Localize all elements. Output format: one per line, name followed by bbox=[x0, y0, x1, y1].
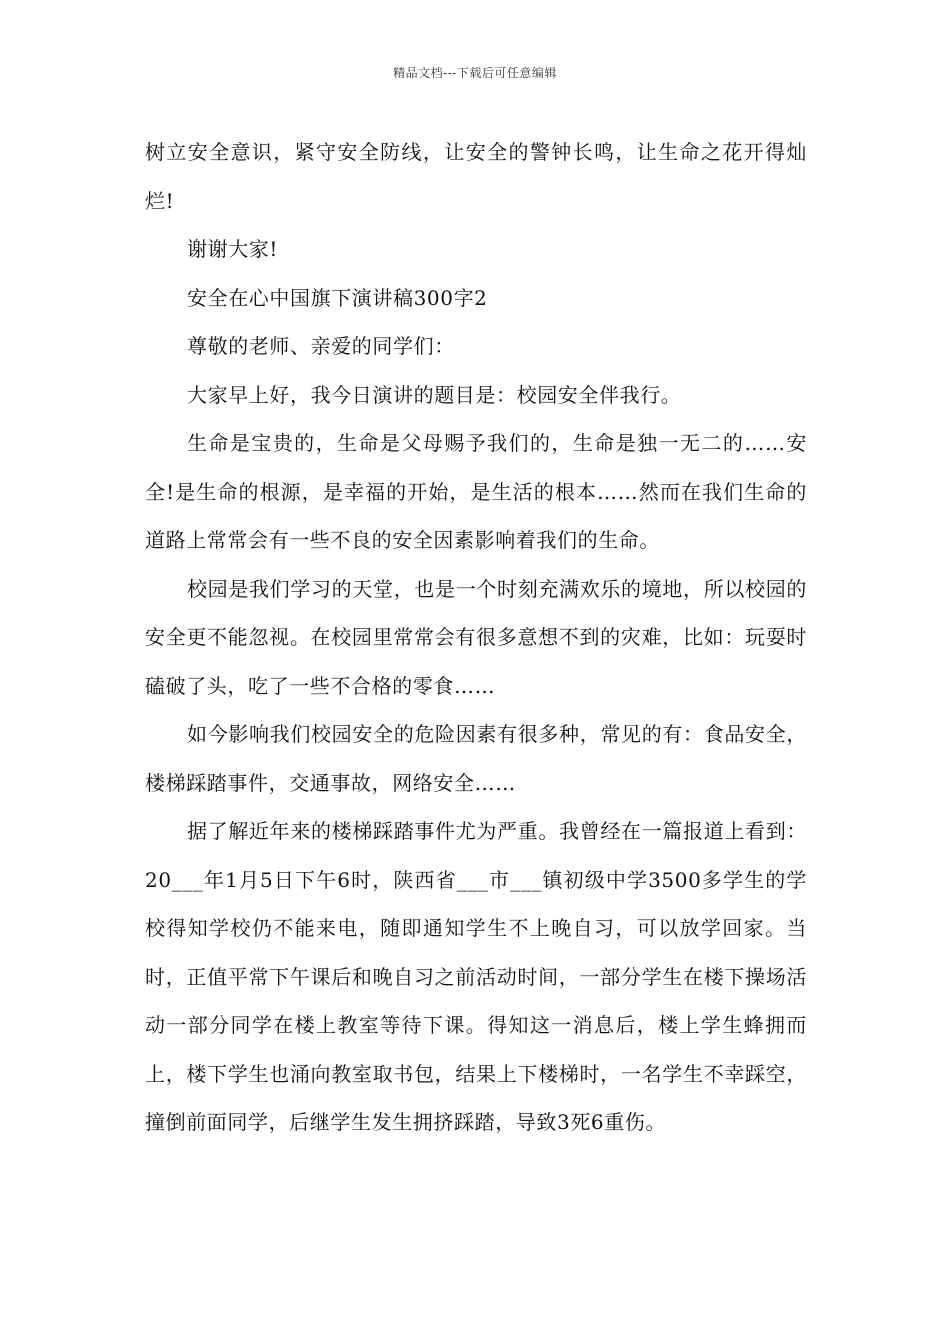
paragraph: 大家早上好，我今日演讲的题目是：校园安全伴我行。 bbox=[187, 382, 682, 407]
document-body bbox=[145, 128, 807, 1147]
salutation: 尊敬的老师、亲爱的同学们： bbox=[187, 334, 455, 358]
paragraph: 如今影响我们校园安全的危险因素有很多种，常见的有：食品安全，楼梯踩踏事件，交通事故，网络安全…… bbox=[145, 722, 807, 795]
page-header: 精品文档---下载后可任意编辑 bbox=[393, 66, 557, 80]
speech-title: 安全在心中国旗下演讲稿300字2 bbox=[187, 285, 488, 310]
paragraph: 校园是我们学习的天堂，也是一个时刻充满欢乐的境地，所以校园的安全更不能忽视。在校园里常常会有很多意想不到的灾难，比如：玩耍时磕破了头，吃了一些不合格的零食…… bbox=[145, 576, 807, 698]
paragraph: 谢谢大家! bbox=[187, 237, 279, 261]
paragraph: 生命是宝贵的，生命是父母赐予我们的，生命是独一无二的……安全!是生命的根源，是幸福的开始，是生活的根本……然而在我们生命的道路上常常会有一些不良的安全因素影响着我们的生命。 bbox=[145, 431, 807, 552]
paragraph: 树立安全意识，紧守安全防线，让安全的警钟长鸣，让生命之花开得灿烂! bbox=[145, 140, 807, 213]
paragraph: 据了解近年来的楼梯踩踏事件尤为严重。我曾经在一篇报道上看到：20___年1月5日下午6时，陕西省___市___镇初级中学3500多学生的学校得知学校仍不能来电，随即通知学生不上晚自习，可以放学回家。当时，正值平常下午课后和晚自习之前活动时间，一部分学生在楼下操场活动一部分同学在楼上教室等待下课。得知这一消息后，楼上学生蜂拥而上，楼下学生也涌向教室取书包，结果上下楼梯时，一名学生不幸踩空，撞倒前面同学，后继学生发生拥挤踩踏，导致3死6重伤。 bbox=[145, 819, 807, 1134]
